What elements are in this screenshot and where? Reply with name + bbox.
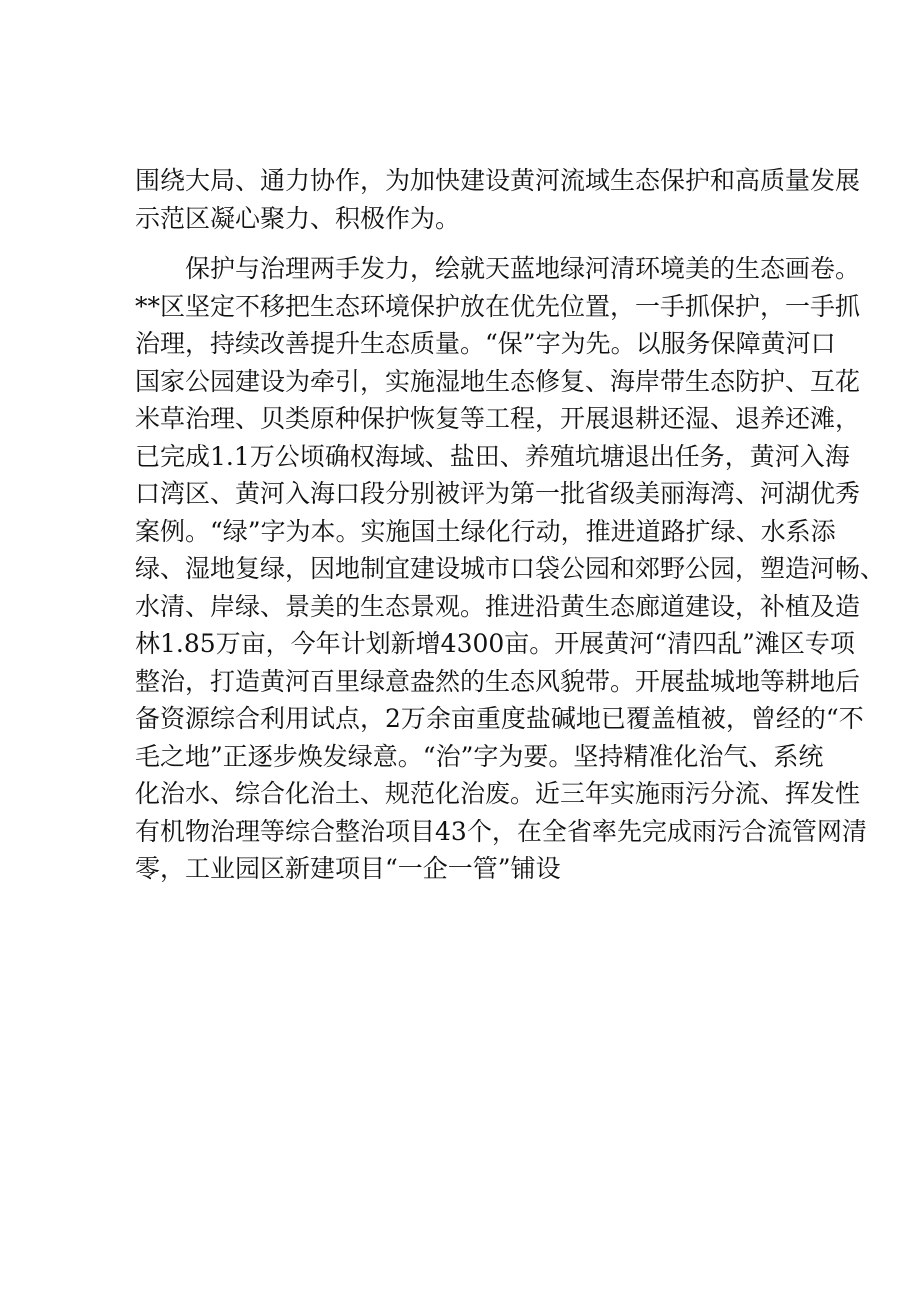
text-line: 口湾区、黄河入海口段分别被评为第一批省级美丽海湾、河湖优秀 [135, 479, 861, 508]
text-line: 毛之地”正逐步焕发绿意。“治”字为要。坚持精准化治气、系统 [135, 741, 824, 771]
text-line: 备资源综合利用试点，2万余亩重度盐碱地已覆盖植被，曾经的“不 [135, 704, 864, 733]
document-body [135, 162, 886, 888]
text-line: 治理，持续改善提升生态质量。“保”字为先。以服务保障黄河口 [135, 329, 836, 358]
text-line: 围绕大局、通力协作，为加快建设黄河流域生态保护和高质量发展 [135, 166, 861, 195]
text-line: 水清、岸绿、景美的生态景观。推进沿黄生态廊道建设，补植及造 [135, 591, 861, 621]
text-line: 林1.85万亩，今年计划新增4300亩。开展黄河“清四乱”滩区专项 [135, 629, 855, 658]
paragraph-1 [135, 162, 861, 237]
text-line: **区坚定不移把生态环境保护放在优先位置，一手抓保护，一手抓 [135, 291, 861, 321]
text-line: 化治水、综合化治土、规范化治废。近三年实施雨污分流、挥发性 [135, 779, 861, 808]
text-line: 有机物治理等综合整治项目43个，在全省率先完成雨污合流管网清 [135, 816, 867, 846]
text-line: 示范区凝心聚力、积极作为。 [135, 203, 461, 233]
text-line: 整治，打造黄河百里绿意盎然的生态风貌带。开展盐城地等耕地后 [135, 666, 861, 696]
text-line: 保护与治理两手发力，绘就天蓝地绿河清环境美的生态画卷。 [135, 254, 861, 283]
text-line: 已完成1.1万公顷确权海域、盐田、养殖坑塘退出任务，黄河入海 [135, 441, 850, 471]
text-line: 零，工业园区新建项目“一企一管”铺设 [135, 854, 561, 883]
text-line: 米草治理、贝类原种保护恢复等工程，开展退耕还湿、退养还滩， [135, 404, 861, 433]
paragraph-gap [135, 237, 815, 250]
paragraph-2 [135, 250, 886, 888]
text-line: 案例。“绿”字为本。实施国土绿化行动，推进道路扩绿、水系添 [135, 516, 836, 546]
text-line: 国家公园建设为牵引，实施湿地生态修复、海岸带生态防护、互花 [135, 366, 861, 396]
text-line: 绿、湿地复绿，因地制宜建设城市口袋公园和郊野公园，塑造河畅、 [135, 554, 886, 583]
